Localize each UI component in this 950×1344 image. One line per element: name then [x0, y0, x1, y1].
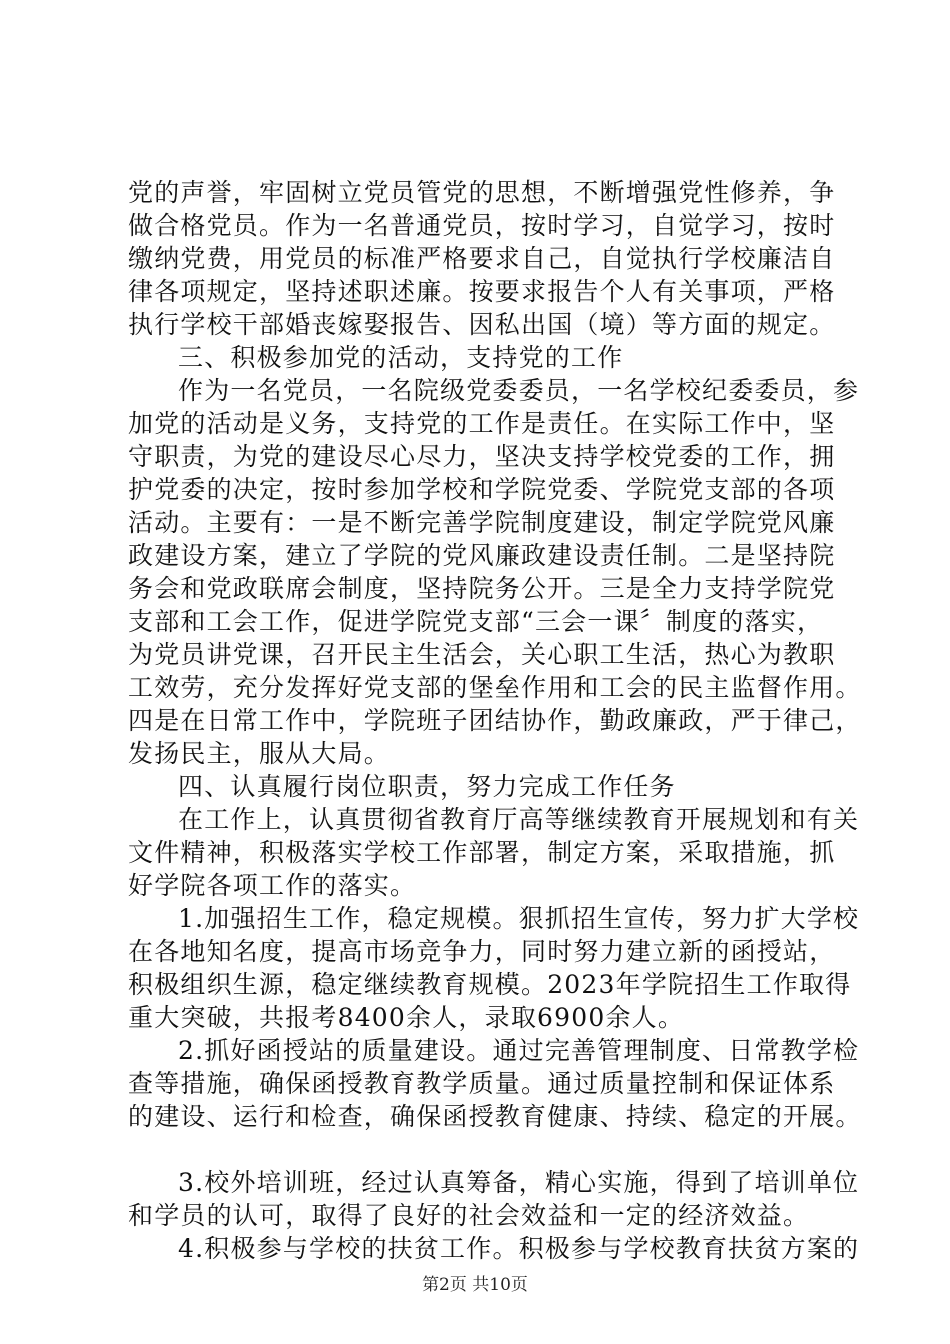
- text-line: 工效劳，充分发挥好党支部的堡垒作用和工会的民主监督作用。: [128, 673, 862, 702]
- list-item-start: 3.校外培训班，经过认真筹备，精心实施，得到了培训单位: [178, 1168, 860, 1197]
- list-item-start: 4.积极参与学校的扶贫工作。积极参与学校教育扶贫方案的: [178, 1234, 860, 1263]
- section-heading: 四、认真履行岗位职责，努力完成工作任务: [178, 772, 676, 801]
- text-line: 政建设方案，建立了学院的党风廉政建设责任制。二是坚持院: [128, 541, 836, 570]
- text-line: 做合格党员。作为一名普通党员，按时学习，自觉学习，按时: [128, 211, 836, 240]
- text-line: 守职责，为党的建设尽心尽力，坚决支持学校党委的工作，拥: [128, 442, 836, 471]
- text-line: 加党的活动是义务，支持党的工作是责任。在实际工作中，坚: [128, 409, 836, 438]
- body-text: [128, 176, 862, 1265]
- section-heading: 三、积极参加党的活动，支持党的工作: [178, 343, 624, 372]
- list-item-start: 2.抓好函授站的质量建设。通过完善管理制度、日常教学检: [178, 1036, 860, 1065]
- text-line: 好学院各项工作的落实。: [128, 871, 417, 900]
- text-line: 重大突破，共报考8400余人，录取6900余人。: [128, 1003, 685, 1032]
- text-line: 缴纳党费，用党员的标准严格要求自己，自觉执行学校廉洁自: [128, 244, 836, 273]
- text-line: 为党员讲党课，召开民主生活会，关心职工生活，热心为教职: [128, 640, 836, 669]
- text-line: 务会和党政联席会制度，坚持院务公开。三是全力支持学院党: [128, 574, 836, 603]
- page-footer: 第2页 共10页: [422, 1275, 528, 1295]
- text-line: 查等措施，确保函授教育教学质量。通过质量控制和保证体系: [128, 1069, 836, 1098]
- text-line: 文件精神，积极落实学校工作部署，制定方案，采取措施，抓: [128, 838, 836, 867]
- text-line: 在各地知名度，提高市场竞争力，同时努力建立新的函授站，: [128, 937, 836, 966]
- list-item-start: 1.加强招生工作，稳定规模。狠抓招生宣传，努力扩大学校: [178, 904, 860, 933]
- text-line: 发扬民主，服从大局。: [128, 739, 391, 768]
- text-line: 积极组织生源，稳定继续教育规模。2023年学院招生工作取得: [128, 970, 852, 999]
- text-line: 的建设、运行和检查，确保函授教育健康、持续、稳定的开展。: [128, 1102, 862, 1131]
- text-line: 律各项规定，坚持述职述廉。按要求报告个人有关事项，严格: [128, 277, 836, 306]
- text-line: 和学员的认可，取得了良好的社会效益和一定的经济效益。: [128, 1201, 810, 1230]
- text-line: 四是在日常工作中，学院班子团结协作，勤政廉政，严于律己，: [128, 706, 862, 735]
- text-line: 支部和工会工作，促进学院党支部“三会一课〞制度的落实，: [128, 607, 824, 636]
- text-line: 活动。主要有：一是不断完善学院制度建设，制定学院党风廉: [128, 508, 836, 537]
- paragraph-start: 作为一名党员，一名院级党委委员，一名学校纪委委员，参: [178, 376, 860, 405]
- text-line: 护党委的决定，按时参加学校和学院党委、学院党支部的各项: [128, 475, 836, 504]
- paragraph-start: 在工作上，认真贯彻省教育厅高等继续教育开展规划和有关: [178, 805, 860, 834]
- text-line: 执行学校干部婚丧嫁娶报告、因私出国（境）等方面的规定。: [128, 310, 836, 339]
- text-line: 党的声誉，牢固树立党员管党的思想，不断增强党性修养，争: [128, 178, 836, 207]
